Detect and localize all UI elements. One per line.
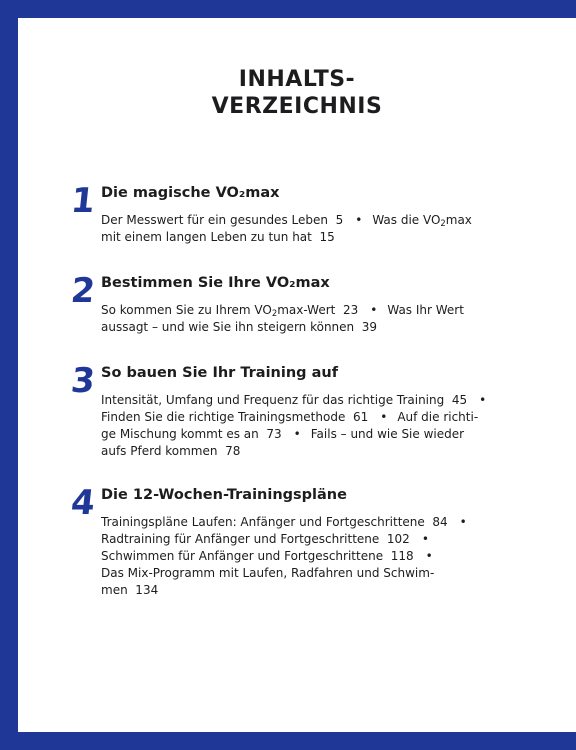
entry-line xyxy=(101,229,501,246)
chapter-entries xyxy=(101,392,501,460)
chapter-number: 4 xyxy=(69,483,97,523)
bullet-separator: • xyxy=(479,393,487,407)
entry-line xyxy=(101,565,501,582)
bullet-separator: • xyxy=(293,427,301,441)
chapter-number: 2 xyxy=(69,271,97,311)
bullet-separator: • xyxy=(355,213,363,227)
entry-text: Der Messwert für ein gesundes Leben 5 xyxy=(101,213,344,227)
entry-line xyxy=(101,319,501,336)
entry-line xyxy=(101,409,501,426)
entry-text: So kommen Sie zu Ihrem VO xyxy=(101,303,272,317)
chapter-number: 3 xyxy=(69,361,97,401)
entry-text: Finden Sie die richtige Trainingsmethode 61 xyxy=(101,410,369,424)
bullet-separator: • xyxy=(380,410,388,424)
entry-text: Radtraining für Anfänger und Fortgeschrittene 102 xyxy=(101,532,410,546)
toc-page xyxy=(18,18,576,732)
entry-text: max xyxy=(445,213,472,227)
entry-text: Schwimmen für Anfänger und Fortgeschrittene 118 xyxy=(101,549,414,563)
entry-text: Trainingspläne Laufen: Anfänger und Fortgeschrittene 84 xyxy=(101,515,448,529)
chapter-heading: Bestimmen Sie Ihre VO₂max xyxy=(101,275,330,291)
entry-text: mit einem langen Leben zu tun hat 15 xyxy=(101,230,335,244)
entry-line xyxy=(101,443,501,460)
chapter-heading: Die magische VO₂max xyxy=(101,185,280,201)
entry-line xyxy=(101,212,501,229)
subscript: 2 xyxy=(440,218,446,229)
entry-line xyxy=(101,548,501,565)
chapter-entries xyxy=(101,514,501,599)
entry-line xyxy=(101,531,501,548)
entry-line xyxy=(101,426,501,443)
page-title xyxy=(18,66,576,120)
title-line-1: INHALTS- xyxy=(238,67,356,92)
entry-text: max-Wert 23 xyxy=(277,303,359,317)
entry-text: Fails – und wie Sie wieder xyxy=(310,427,465,441)
entry-text: Das Mix-Programm mit Laufen, Radfahren und Schwim- xyxy=(101,566,435,580)
chapter-entries xyxy=(101,212,501,246)
bullet-separator: • xyxy=(421,532,429,546)
entry-line xyxy=(101,582,501,599)
entry-line xyxy=(101,302,501,319)
bullet-separator: • xyxy=(370,303,378,317)
chapter-heading: So bauen Sie Ihr Training auf xyxy=(101,365,339,381)
subscript: 2 xyxy=(271,308,278,319)
bullet-separator: • xyxy=(459,515,467,529)
entry-text: Intensität, Umfang und Frequenz für das richtige Training 45 xyxy=(101,393,468,407)
entry-text: men 134 xyxy=(101,583,159,597)
entry-text: Auf die richti- xyxy=(397,410,479,424)
entry-text: aussagt – und wie Sie ihn steigern können 39 xyxy=(101,320,378,334)
chapter-number: 1 xyxy=(69,181,97,221)
entry-text: Was die VO xyxy=(372,213,441,227)
entry-text: aufs Pferd kommen 78 xyxy=(101,444,241,458)
entry-line xyxy=(101,392,501,409)
chapter-entries xyxy=(101,302,501,336)
chapter-heading: Die 12-Wochen-Trainingspläne xyxy=(101,487,347,503)
entry-text: ge Mischung kommt es an 73 xyxy=(101,427,282,441)
bullet-separator: • xyxy=(425,549,433,563)
title-line-2: VERZEICHNIS xyxy=(211,94,383,119)
entry-text: Was Ihr Wert xyxy=(387,303,464,317)
entry-line xyxy=(101,514,501,531)
